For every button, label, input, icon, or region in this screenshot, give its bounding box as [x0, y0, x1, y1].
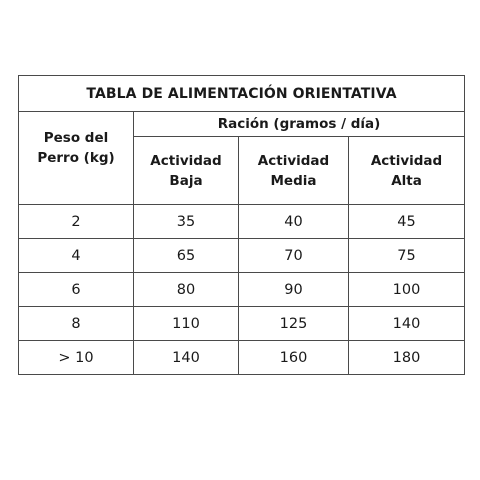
high-activity-cell: 100: [349, 273, 465, 307]
activity-low-line-2: Baja: [169, 172, 203, 189]
medium-activity-cell: 160: [239, 341, 349, 375]
table-title: TABLA DE ALIMENTACIÓN ORIENTATIVA: [19, 76, 465, 112]
weight-header-line-1: Peso del: [43, 130, 109, 146]
table-row: [19, 205, 465, 239]
weight-cell: 2: [19, 205, 134, 239]
low-activity-cell: 110: [134, 307, 239, 341]
weight-column-header: [19, 112, 134, 205]
activity-high-line-2: Alta: [391, 172, 422, 189]
activity-high-line-1: Actividad: [370, 152, 443, 169]
medium-activity-cell: 125: [239, 307, 349, 341]
table-title-row: [19, 76, 465, 112]
table-row: [19, 307, 465, 341]
activity-high-header: [349, 137, 465, 205]
weight-cell: 6: [19, 273, 134, 307]
ration-header: Ración (gramos / día): [134, 112, 465, 137]
high-activity-cell: 180: [349, 341, 465, 375]
activity-low-header: [134, 137, 239, 205]
table-row: [19, 273, 465, 307]
high-activity-cell: 75: [349, 239, 465, 273]
table-row: [19, 239, 465, 273]
table-row: [19, 341, 465, 375]
low-activity-cell: 35: [134, 205, 239, 239]
activity-medium-header: [239, 137, 349, 205]
low-activity-cell: 140: [134, 341, 239, 375]
weight-cell: > 10: [19, 341, 134, 375]
activity-low-line-1: Actividad: [150, 152, 222, 169]
weight-cell: 8: [19, 307, 134, 341]
medium-activity-cell: 40: [239, 205, 349, 239]
medium-activity-cell: 90: [239, 273, 349, 307]
high-activity-cell: 45: [349, 205, 465, 239]
feeding-table: [18, 75, 465, 375]
high-activity-cell: 140: [349, 307, 465, 341]
low-activity-cell: 80: [134, 273, 239, 307]
medium-activity-cell: 70: [239, 239, 349, 273]
activity-medium-line-2: Media: [270, 172, 317, 189]
low-activity-cell: 65: [134, 239, 239, 273]
weight-cell: 4: [19, 239, 134, 273]
ration-header-row: [19, 112, 465, 137]
weight-header-line-2: Perro (kg): [37, 150, 115, 166]
activity-medium-line-1: Actividad: [257, 152, 330, 169]
